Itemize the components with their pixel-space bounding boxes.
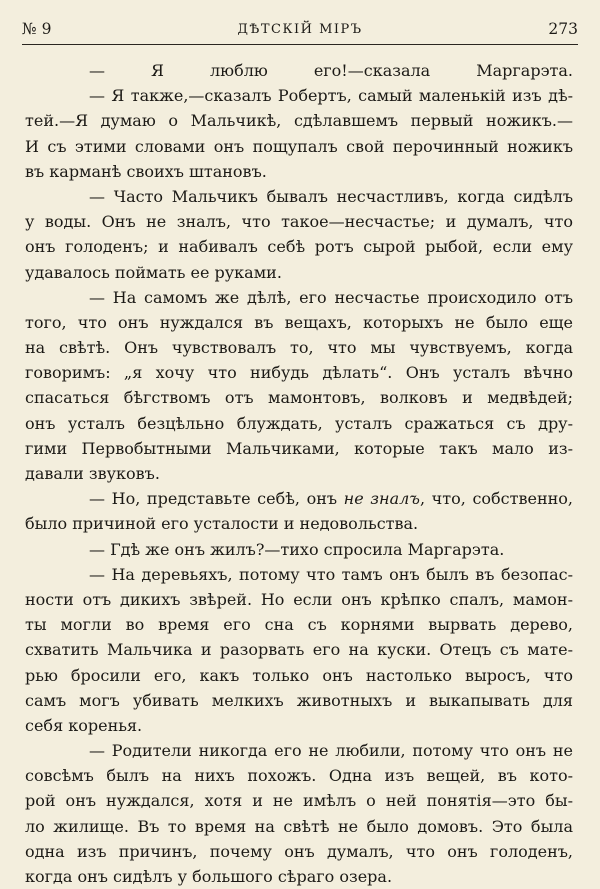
page-number: 273 bbox=[548, 20, 578, 38]
text-line: у воды. Онъ не зналъ, что такое—несчастье; и думалъ, что bbox=[25, 212, 573, 232]
text-line: схватить Мальчика и разорвать его на куски. Отецъ съ мате- bbox=[25, 640, 573, 660]
text-fragment: , что, собственно, bbox=[419, 489, 573, 509]
text-body bbox=[25, 58, 573, 889]
text-line: — На самомъ же дѣлѣ, его несчастье происходило отъ bbox=[89, 287, 573, 307]
text-line: — Я люблю его!—сказала Маргарэта. bbox=[89, 61, 573, 80]
text-line: было причиной его усталости и недовольства. bbox=[25, 514, 419, 534]
text-line: говоримъ: „я хочу что нибудь дѣлать“. Онъ усталъ вѣчно bbox=[25, 363, 573, 383]
text-line: давали звуковъ. bbox=[25, 464, 160, 483]
text-line: того, что онъ нуждался въ вещахъ, которыхъ не было еще bbox=[25, 312, 573, 332]
text-line: тей.—Я думаю о Мальчикѣ, сдѣлавшемъ первый ножикъ.— bbox=[25, 111, 573, 131]
text-line: удавалось поймать ее руками. bbox=[25, 262, 282, 282]
text-line: спасаться бѣгствомъ отъ мамонтовъ, волковъ и медвѣдей; bbox=[25, 388, 573, 408]
text-line: онъ голоденъ; и набивалъ себѣ ротъ сырой рыбой, если ему bbox=[25, 237, 573, 257]
issue-number: № 9 bbox=[22, 20, 52, 38]
text-line: ности отъ дикихъ звѣрей. Но если онъ крѣпко спалъ, мамон- bbox=[25, 589, 573, 609]
text-line: онъ усталъ безцѣльно блуждать, усталъ сражаться съ дру- bbox=[25, 413, 573, 433]
text-line: — Родители никогда его не любили, потому что онъ не bbox=[89, 741, 573, 761]
text-line: — Я также,—сказалъ Робертъ, самый маленькій изъ дѣ- bbox=[89, 86, 573, 106]
text-line: рой онъ нуждался, хотя и не имѣлъ о ней понятія—это бы- bbox=[25, 791, 573, 811]
text-line: въ карманѣ своихъ штановъ. bbox=[25, 161, 267, 181]
text-line: — На деревьяхъ, потому что тамъ онъ былъ въ безопас- bbox=[89, 564, 573, 584]
text-line: И съ этими словами онъ пощупалъ свой перочинный ножикъ bbox=[25, 136, 573, 156]
text-line: гими Первобытными Мальчиками, которые такъ мало из- bbox=[25, 438, 573, 458]
text-line: самъ могъ убивать мелкихъ животныхъ и выкапывать для bbox=[25, 690, 573, 710]
text-line: совсѣмъ былъ на нихъ похожъ. Одна изъ вещей, въ кото- bbox=[25, 766, 573, 786]
text-line: ло жилище. Въ то время на свѣтѣ не было домовъ. Это была bbox=[25, 816, 573, 836]
text-line: одна изъ причинъ, почему онъ думалъ, что онъ голоденъ, bbox=[25, 841, 573, 861]
journal-title: ДѢТСКІЙ МІРЪ bbox=[237, 22, 363, 37]
text-line: себя коренья. bbox=[25, 715, 143, 735]
text-line: ты могли во время его сна съ корнями вырвать дерево, bbox=[25, 615, 573, 635]
text-line: рью бросили его, какъ только онъ настолько выросъ, что bbox=[25, 665, 573, 685]
text-line: на свѣтѣ. Онъ чувствовалъ то, что мы чувствуемъ, когда bbox=[25, 338, 573, 358]
page-header bbox=[22, 16, 578, 42]
header-rule bbox=[22, 44, 578, 45]
text-line: — Часто Мальчикъ бывалъ несчастливъ, когда сидѣлъ bbox=[89, 186, 573, 206]
text-line: — Гдѣ же онъ жилъ?—тихо спросила Маргарэта. bbox=[89, 539, 505, 559]
italic-emphasis: не зналъ bbox=[343, 489, 420, 509]
text-line: когда онъ сидѣлъ у большого сѣраго озера. bbox=[25, 867, 393, 886]
text-fragment: — Но, представьте себѣ, онъ bbox=[89, 489, 344, 509]
text-line bbox=[25, 486, 573, 511]
